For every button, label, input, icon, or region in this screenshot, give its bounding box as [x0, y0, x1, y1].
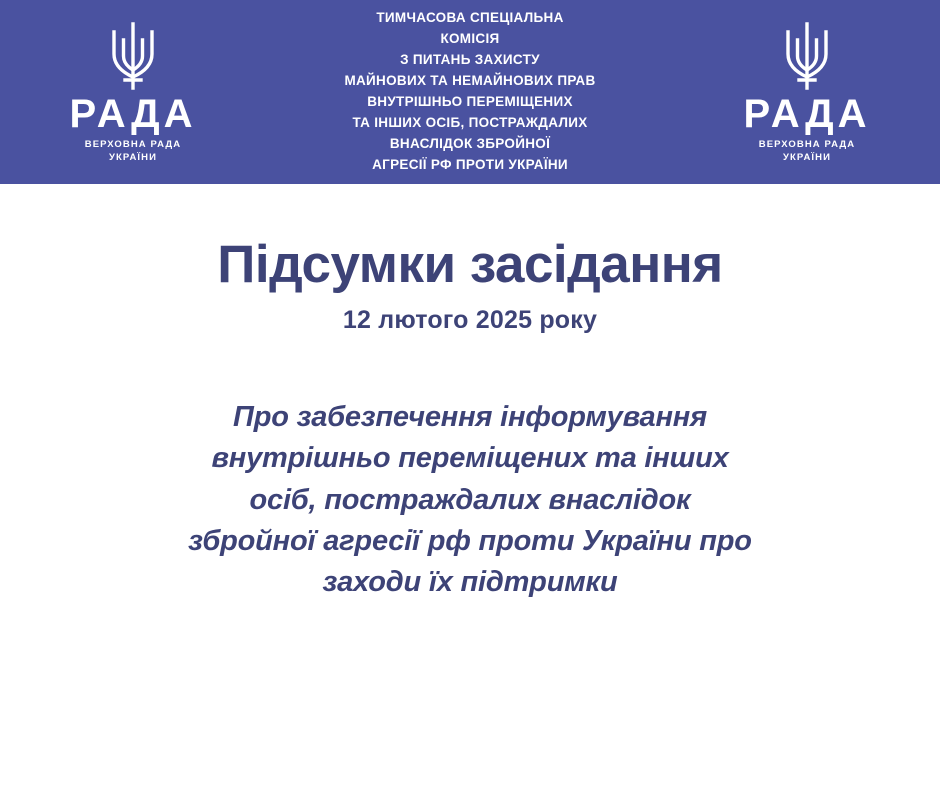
logo-right-subtitle-line2: УКРАЇНИ — [782, 151, 832, 163]
meeting-date: 12 лютого 2025 року — [342, 306, 598, 335]
commission-title-line-3: З ПИТАНЬ ЗАХИСТУ — [400, 52, 540, 68]
commission-title-line-6: ТА ІНШИХ ОСІБ, ПОСТРАЖДАЛИХ — [352, 114, 588, 130]
slide-body — [0, 184, 940, 603]
commission-title — [238, 8, 702, 175]
logo-right — [702, 20, 912, 165]
agenda-subject-line-3: осіб, постраждалих внаслідок — [249, 483, 691, 516]
commission-title-line-8: АГРЕСІЇ РФ ПРОТИ УКРАЇНИ — [372, 156, 568, 172]
ukraine-trident-icon — [105, 20, 161, 92]
logo-left-subtitle — [85, 139, 182, 165]
logo-right-wordmark: РАДА — [743, 91, 871, 136]
agenda-subject — [120, 397, 820, 603]
commission-title-line-5: ВНУТРІШНЬО ПЕРЕМІЩЕНИХ — [367, 94, 573, 109]
logo-left-wordmark: РАДА — [69, 91, 197, 136]
logo-left-subtitle-line2: УКРАЇНИ — [108, 151, 158, 163]
agenda-subject-line-2: внутрішньо переміщених та інших — [211, 442, 729, 475]
header-banner — [0, 0, 940, 184]
agenda-subject-line-1: Про забезпечення інформування — [233, 401, 707, 434]
commission-title-line-2: КОМІСІЯ — [440, 31, 500, 47]
logo-left-subtitle-line1: ВЕРХОВНА РАДА — [84, 138, 182, 150]
commission-title-line-1: ТИМЧАСОВА СПЕЦІАЛЬНА — [376, 10, 564, 26]
logo-left — [28, 20, 238, 165]
commission-title-line-4: МАЙНОВИХ ТА НЕМАЙНОВИХ ПРАВ — [344, 73, 596, 89]
logo-right-subtitle — [759, 139, 856, 165]
commission-title-line-7: ВНАСЛІДОК ЗБРОЙНОЇ — [389, 135, 551, 151]
ukraine-trident-icon — [779, 20, 835, 92]
agenda-subject-line-4: збройної агресії рф проти України про — [188, 524, 752, 557]
agenda-subject-line-5: заходи їх підтримки — [322, 565, 618, 598]
logo-right-subtitle-line1: ВЕРХОВНА РАДА — [758, 138, 856, 150]
page-title: Підсумки засідання — [217, 235, 723, 294]
